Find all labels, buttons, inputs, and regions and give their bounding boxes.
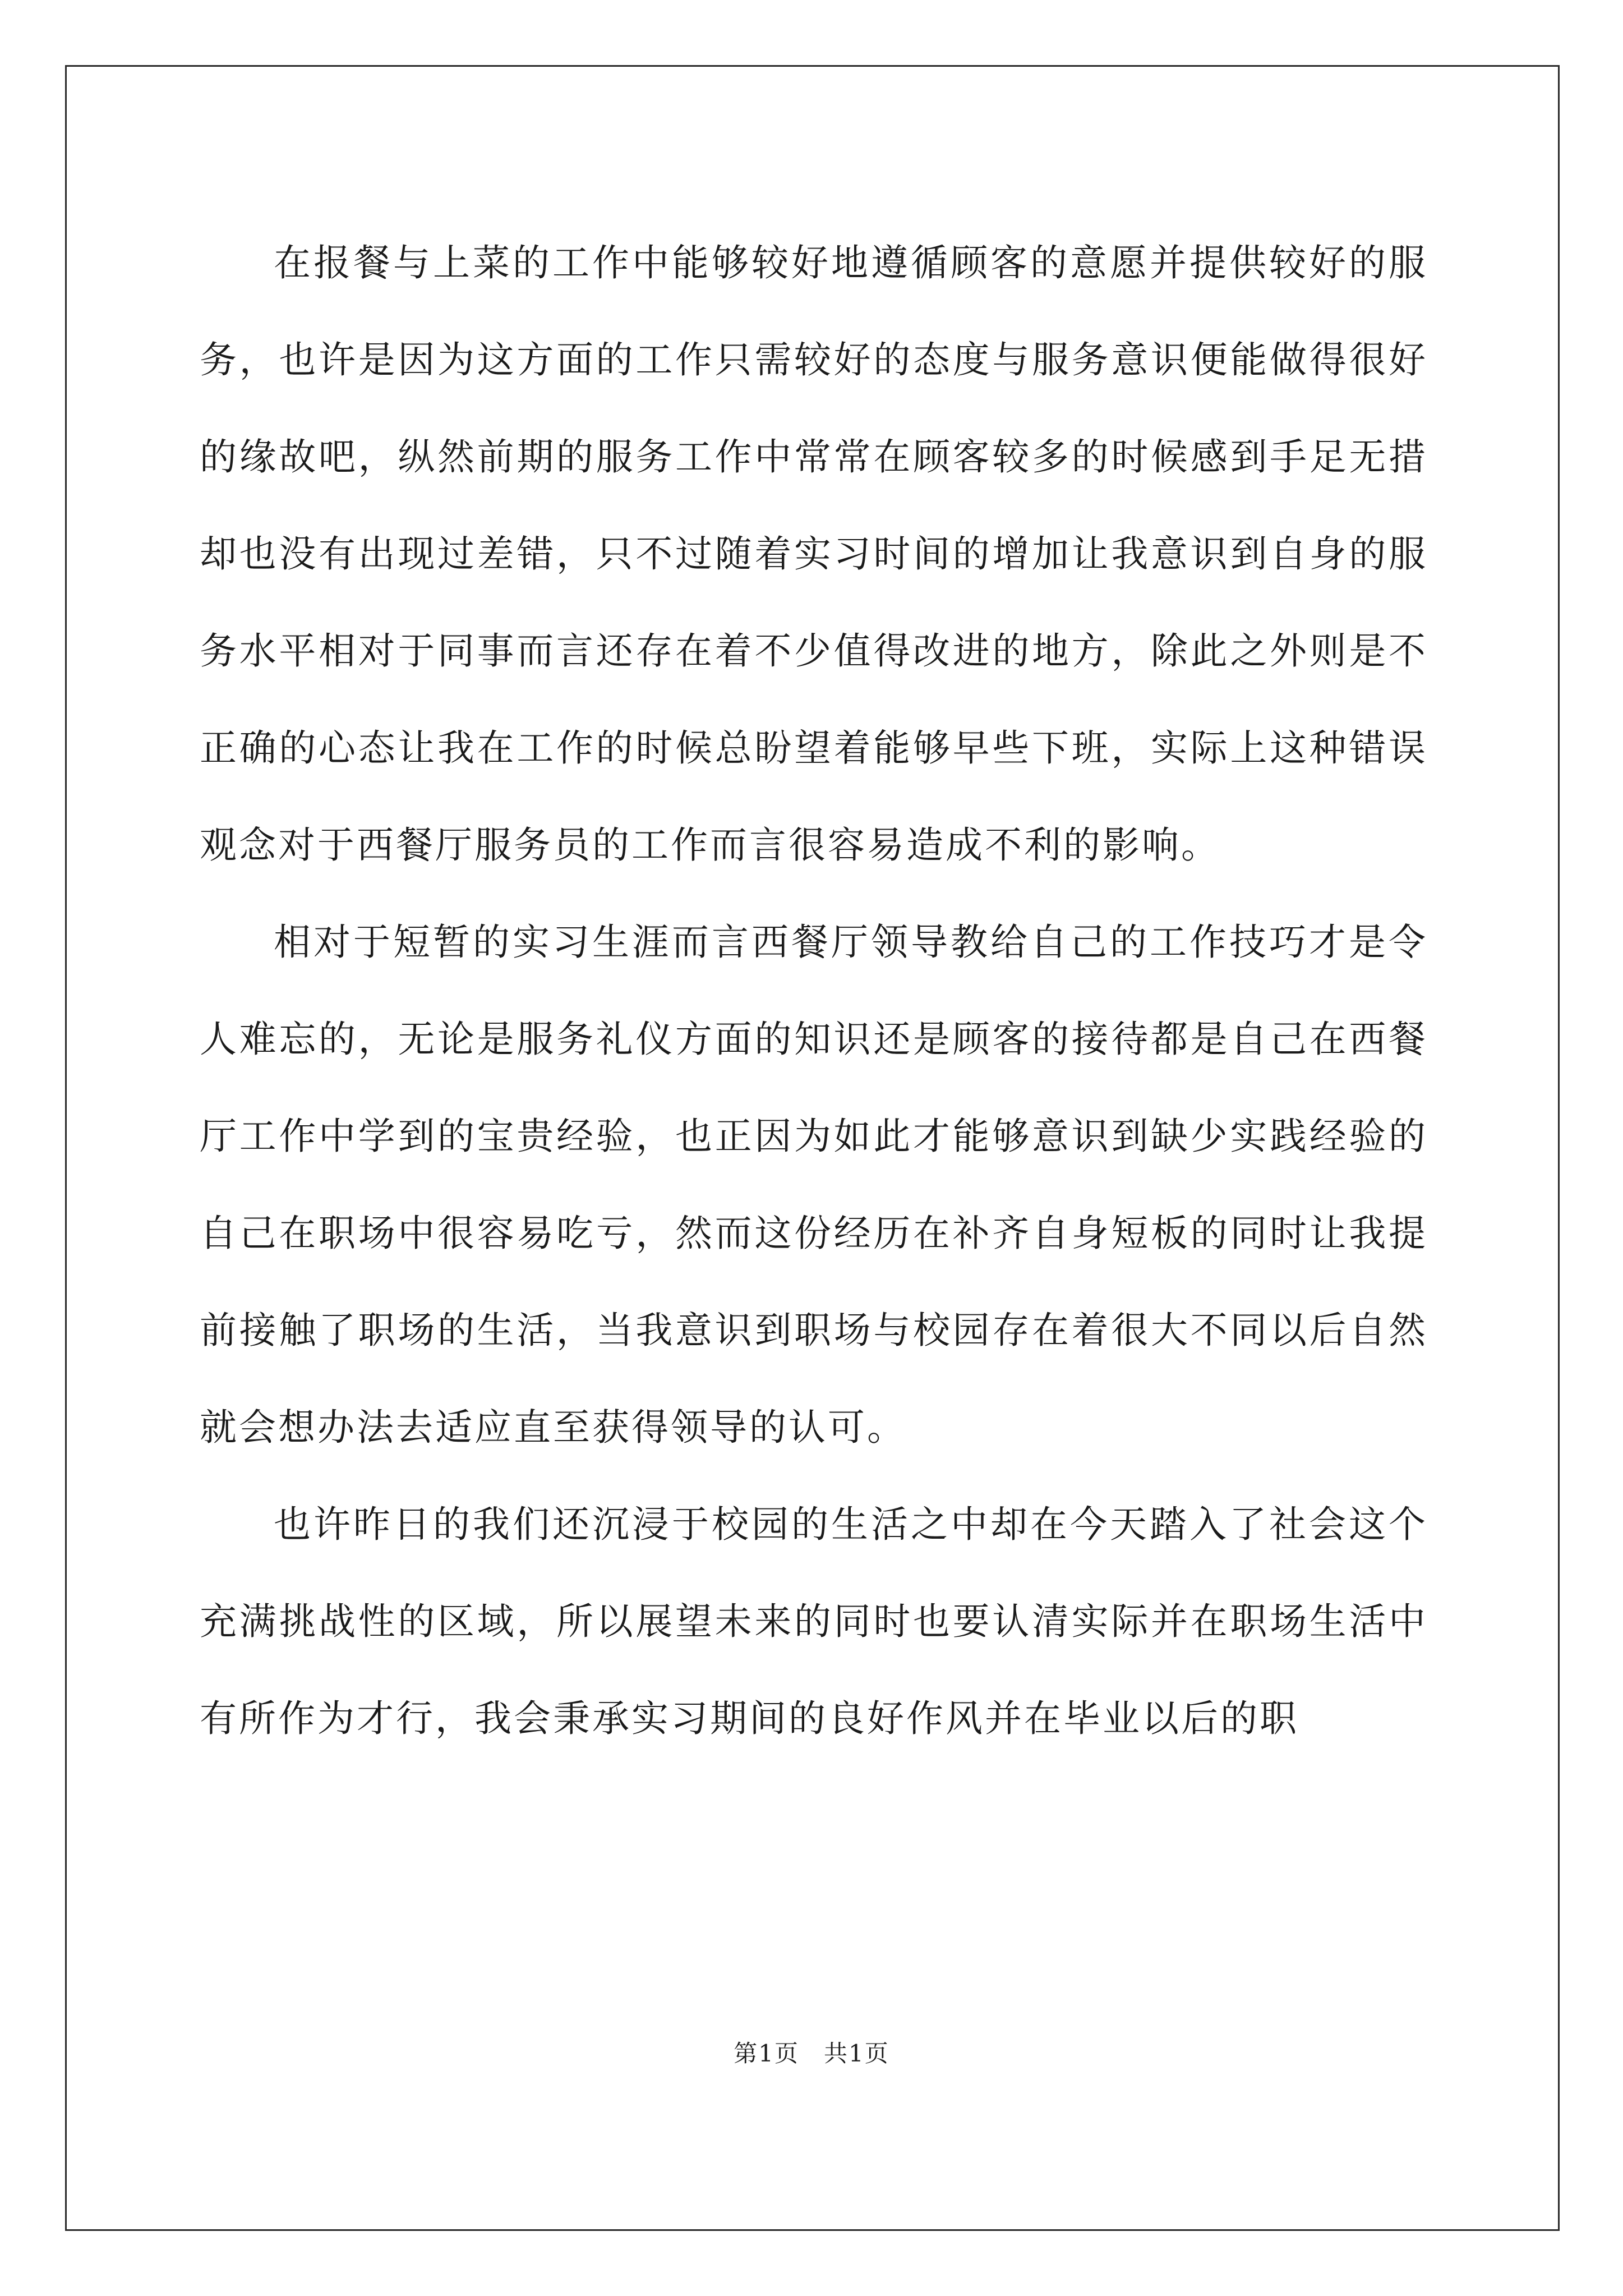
- page-number-footer: 第1页 共1页: [734, 2040, 889, 2067]
- document-body: [200, 214, 1428, 1767]
- paragraph-2: 相对于短暂的实习生涯而言西餐厅领导教给自己的工作技巧才是令人难忘的，无论是服务礼仪方面的知识还是顾客的接待都是自己在西餐厅工作中学到的宝贵经验，也正因为如此才能够意识到缺少实践经验的自己在职场中很容易吃亏，然而这份经历在补齐自身短板的同时让我提前接触了职场的生活，当我意识到职场与校园存在着很大不同以后自然就会想办法去适应直至获得领导的认可。: [200, 921, 1428, 1449]
- paragraph-3: 也许昨日的我们还沉浸于校园的生活之中却在今天踏入了社会这个充满挑战性的区域，所以展望未来的同时也要认清实际并在职场生活中有所作为才行，我会秉承实习期间的良好作风并在毕业以后的职: [200, 1503, 1428, 1740]
- paragraph-1: 在报餐与上菜的工作中能够较好地遵循顾客的意愿并提供较好的服务，也许是因为这方面的工作只需较好的态度与服务意识便能做得很好的缘故吧，纵然前期的服务工作中常常在顾客较多的时候感到手足无措却也没有出现过差错，只不过随着实习时间的增加让我意识到自身的服务水平相对于同事而言还存在着不少值得改进的地方，除此之外则是不正确的心态让我在工作的时候总盼望着能够早些下班，实际上这种错误观念对于西餐厅服务员的工作而言很容易造成不利的影响。: [200, 241, 1428, 867]
